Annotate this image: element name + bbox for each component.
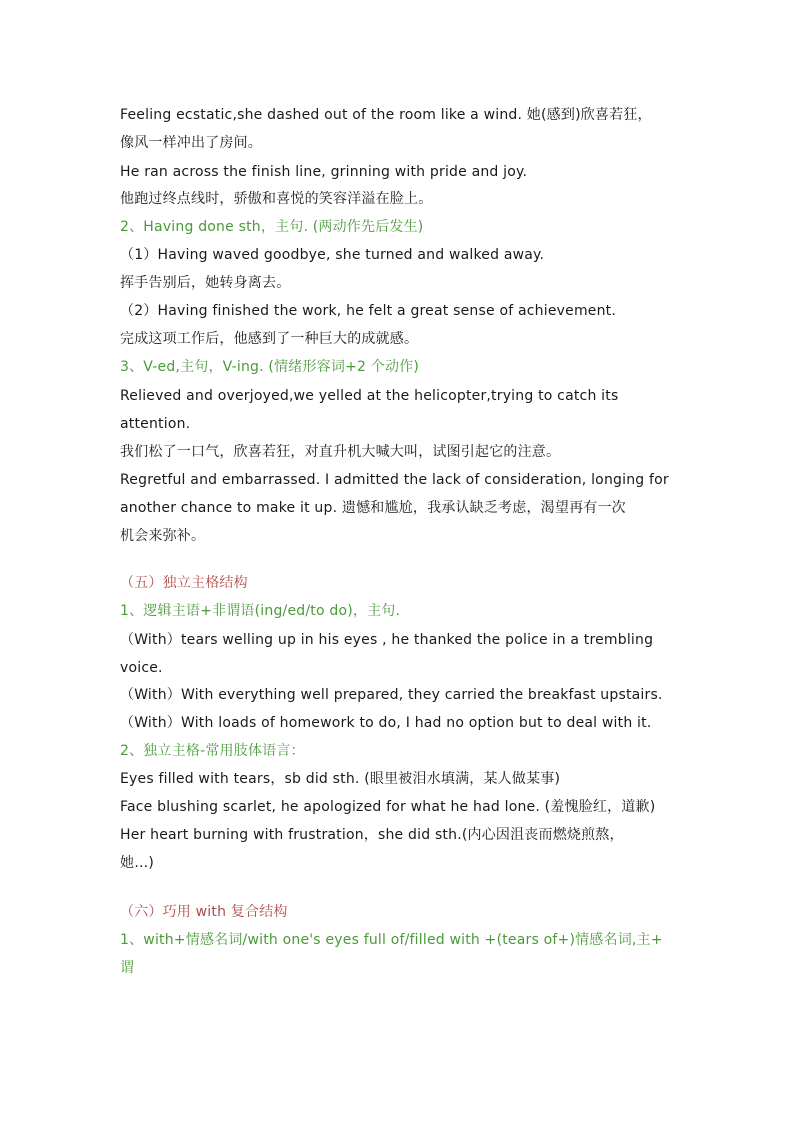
text-line: Feeling ecstatic,she dashed out of the room like a wind. 她(感到)欣喜若狂， — [120, 107, 652, 123]
text-line: another chance to make it up. 遗憾和尴尬，我承认缺乏考虑，渴望再有一次 — [120, 500, 626, 516]
chapter-heading: （五）独立主格结构 — [120, 575, 248, 591]
text-line: Face blushing scarlet, he apologized for what he had lone. (羞愧脸红，道歉) — [120, 799, 656, 815]
text-line: Her heart burning with frustration，she did sth.(内心因沮丧而燃烧煎熬， — [120, 827, 624, 843]
section-heading: 3、V-ed,主句，V-ing. (情绪形容词+2 个动作) — [120, 359, 420, 375]
text-line: voice. — [120, 660, 163, 676]
text-line: 机会来弥补。 — [120, 528, 206, 544]
section-heading: 2、Having done sth，主句. (两动作先后发生) — [120, 219, 424, 235]
text-line: attention. — [120, 416, 191, 432]
text-line: He ran across the finish line, grinning with pride and joy. — [120, 164, 528, 180]
text-line: 完成这项工作后，他感到了一种巨大的成就感。 — [120, 331, 419, 347]
text-line: （With）With loads of homework to do, I had no option but to deal with it. — [120, 715, 652, 731]
text-line: （With）With everything well prepared, they carried the breakfast upstairs. — [120, 687, 663, 703]
text-line: 挥手告别后，她转身离去。 — [120, 275, 291, 291]
text-line: 我们松了一口气，欣喜若狂，对直升机大喊大叫，试图引起它的注意。 — [120, 444, 561, 460]
text-line: 他跑过终点线时，骄傲和喜悦的笑容洋溢在脸上。 — [120, 191, 433, 207]
section-heading: 1、with+情感名词/with one's eyes full of/filled with +(tears of+)情感名词,主+ — [120, 932, 663, 948]
text-line: （1）Having waved goodbye, she turned and walked away. — [120, 247, 545, 263]
text-line: （With）tears welling up in his eyes , he thanked the police in a trembling — [120, 632, 654, 648]
section-heading: 1、逻辑主语+非谓语(ing/ed/to do)，主句. — [120, 603, 401, 619]
text-line: Regretful and embarrassed. I admitted the lack of consideration, longing for — [120, 472, 669, 488]
text-line: （2）Having finished the work, he felt a great sense of achievement. — [120, 303, 617, 319]
text-line: 像风一样冲出了房间。 — [120, 135, 262, 151]
section-heading: 谓 — [120, 960, 135, 976]
text-line: Relieved and overjoyed,we yelled at the helicopter,trying to catch its — [120, 388, 619, 404]
text-line: 她…) — [120, 855, 155, 871]
chapter-heading: （六）巧用 with 复合结构 — [120, 904, 288, 920]
section-heading: 2、独立主格-常用肢体语言： — [120, 743, 305, 759]
text-line: Eyes filled with tears，sb did sth. (眼里被泪水填满，某人做某事) — [120, 771, 561, 787]
